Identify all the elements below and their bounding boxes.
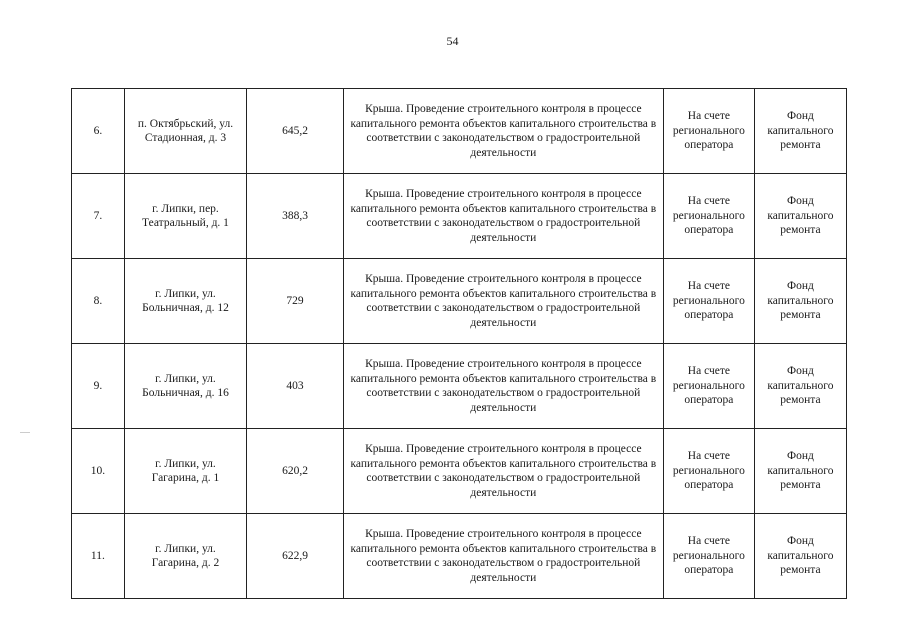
- funding-source-cell: Фонд капитального ремонта: [754, 344, 846, 429]
- area-cell: 388,3: [247, 174, 344, 259]
- funding-source-cell: Фонд капитального ремонта: [754, 514, 846, 599]
- table-row: [72, 344, 847, 429]
- work-description-cell: Крыша. Проведение строительного контроля в процессе капитального ремонта объектов капитального строительства в соответствии с законодательством о градостроительной деятельности: [343, 344, 663, 429]
- row-number: 6.: [72, 89, 125, 174]
- work-description-cell: Крыша. Проведение строительного контроля в процессе капитального ремонта объектов капитального строительства в соответствии с законодательством о градостроительной деятельности: [343, 429, 663, 514]
- table-row: [72, 174, 847, 259]
- row-number: 9.: [72, 344, 125, 429]
- work-description-cell: Крыша. Проведение строительного контроля в процессе капитального ремонта объектов капитального строительства в соответствии с законодательством о градостроительной деятельности: [343, 89, 663, 174]
- account-cell: На счете регионального оператора: [663, 514, 754, 599]
- area-cell: 620,2: [247, 429, 344, 514]
- table-row: [72, 89, 847, 174]
- work-description-cell: Крыша. Проведение строительного контроля в процессе капитального ремонта объектов капитального строительства в соответствии с законодательством о градостроительной деятельности: [343, 259, 663, 344]
- address-cell: г. Липки, ул. Гагарина, д. 2: [124, 514, 246, 599]
- funding-source-cell: Фонд капитального ремонта: [754, 174, 846, 259]
- row-number: 10.: [72, 429, 125, 514]
- address-cell: п. Октябрьский, ул. Стадионная, д. 3: [124, 89, 246, 174]
- table-row: [72, 514, 847, 599]
- table-row: [72, 429, 847, 514]
- area-cell: 622,9: [247, 514, 344, 599]
- address-cell: г. Липки, ул. Больничная, д. 16: [124, 344, 246, 429]
- row-number: 7.: [72, 174, 125, 259]
- area-cell: 729: [247, 259, 344, 344]
- funding-source-cell: Фонд капитального ремонта: [754, 89, 846, 174]
- address-cell: г. Липки, ул. Больничная, д. 12: [124, 259, 246, 344]
- funding-source-cell: Фонд капитального ремонта: [754, 429, 846, 514]
- account-cell: На счете регионального оператора: [663, 174, 754, 259]
- work-description-cell: Крыша. Проведение строительного контроля в процессе капитального ремонта объектов капитального строительства в соответствии с законодательством о градостроительной деятельности: [343, 514, 663, 599]
- row-number: 8.: [72, 259, 125, 344]
- row-number: 11.: [72, 514, 125, 599]
- account-cell: На счете регионального оператора: [663, 344, 754, 429]
- scan-artifact: [20, 432, 30, 433]
- account-cell: На счете регионального оператора: [663, 429, 754, 514]
- area-cell: 645,2: [247, 89, 344, 174]
- table-row: [72, 259, 847, 344]
- address-cell: г. Липки, ул. Гагарина, д. 1: [124, 429, 246, 514]
- account-cell: На счете регионального оператора: [663, 89, 754, 174]
- work-description-cell: Крыша. Проведение строительного контроля в процессе капитального ремонта объектов капитального строительства в соответствии с законодательством о градостроительной деятельности: [343, 174, 663, 259]
- area-cell: 403: [247, 344, 344, 429]
- page-number: 54: [446, 34, 459, 48]
- repair-schedule-table: [71, 88, 847, 599]
- address-cell: г. Липки, пер. Театральный, д. 1: [124, 174, 246, 259]
- funding-source-cell: Фонд капитального ремонта: [754, 259, 846, 344]
- account-cell: На счете регионального оператора: [663, 259, 754, 344]
